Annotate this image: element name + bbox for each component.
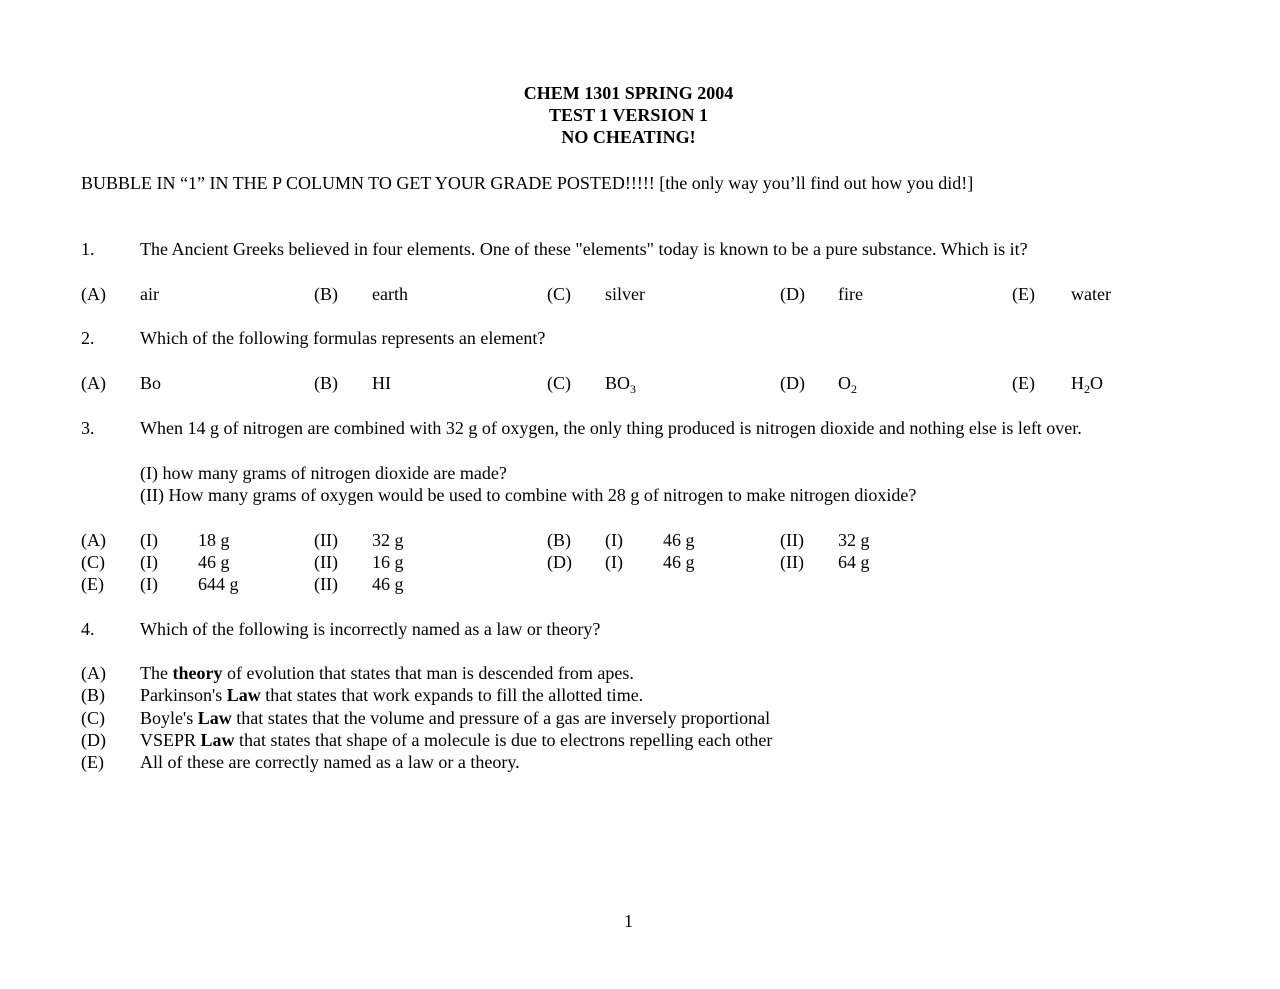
q1-option-d-label: (D)	[780, 284, 805, 304]
question-3-number: 3.	[81, 418, 95, 438]
q3-option-e-label: (E)	[81, 574, 104, 594]
q3-option-e-roman-ii: (II)	[314, 574, 338, 594]
q4-option-a-label: (A)	[81, 663, 106, 683]
title-course: CHEM 1301 SPRING 2004	[523, 83, 734, 103]
option-text-pre: All of these are correctly named as a law or a theory.	[140, 752, 520, 772]
q3-option-a-label: (A)	[81, 530, 106, 550]
q3-option-a-value-ii: 32 g	[372, 530, 404, 550]
q1-option-b-text: earth	[372, 284, 408, 304]
q3-option-b-roman-i: (I)	[605, 530, 623, 550]
formula-base: O	[838, 373, 851, 393]
question-3-part-2: (II) How many grams of oxygen would be used to combine with 28 g of nitrogen to make nitrogen dioxide?	[140, 485, 917, 505]
q4-option-a-text	[140, 662, 634, 684]
option-text-pre: Boyle's	[140, 708, 198, 728]
q1-option-c-text: silver	[605, 284, 645, 304]
formula-suffix: O	[1090, 373, 1103, 393]
question-4-number: 4.	[81, 619, 95, 639]
q3-option-a-roman-ii: (II)	[314, 530, 338, 550]
q3-option-d-roman-i: (I)	[605, 552, 623, 572]
q4-option-e-label: (E)	[81, 752, 104, 772]
q3-option-d-value-ii: 64 g	[838, 552, 870, 572]
question-4-text: Which of the following is incorrectly named as a law or theory?	[140, 619, 601, 639]
q3-option-e-roman-i: (I)	[140, 574, 158, 594]
formula-base: BO	[605, 373, 631, 393]
option-text-post: that states that work expands to fill the allotted time.	[260, 685, 644, 705]
page-number: 1	[624, 911, 633, 931]
option-text-pre: VSEPR	[140, 730, 201, 750]
title-warning: NO CHEATING!	[561, 127, 696, 147]
option-text-post: that states that the volume and pressure of a gas are inversely proportional	[231, 708, 771, 728]
q2-option-e-formula	[1071, 372, 1103, 394]
q3-option-c-label: (C)	[81, 552, 105, 572]
q3-option-b-value-ii: 32 g	[838, 530, 870, 550]
q1-option-e-text: water	[1071, 284, 1111, 304]
q2-option-e-label: (E)	[1012, 373, 1035, 393]
question-1-number: 1.	[81, 239, 95, 259]
question-1-text: The Ancient Greeks believed in four elements. One of these "elements" today is known to be a pure substance. Which is it?	[140, 239, 1028, 259]
q3-option-a-value-i: 18 g	[198, 530, 230, 550]
q2-option-a-text: Bo	[140, 373, 162, 393]
q1-option-d-text: fire	[838, 284, 863, 304]
q3-option-b-value-i: 46 g	[663, 530, 695, 550]
q3-option-c-roman-i: (I)	[140, 552, 158, 572]
q4-option-d-text	[140, 729, 772, 751]
option-text-post: of evolution that states that man is descended from apes.	[222, 663, 634, 683]
question-3-text: When 14 g of nitrogen are combined with 32 g of oxygen, the only thing produced is nitrogen dioxide and nothing else is left over.	[140, 418, 1082, 438]
q3-option-c-value-ii: 16 g	[372, 552, 404, 572]
q1-option-e-label: (E)	[1012, 284, 1035, 304]
q3-option-c-value-i: 46 g	[198, 552, 230, 572]
option-text-bold: Law	[226, 685, 261, 705]
formula-subscript: 2	[1084, 382, 1090, 396]
q1-option-b-label: (B)	[314, 284, 338, 304]
option-text-bold: theory	[172, 663, 223, 683]
instruction-text: BUBBLE IN “1” IN THE P COLUMN TO GET YOUR GRADE POSTED!!!!! [the only way you’ll find out how you did!]	[81, 173, 974, 193]
q4-option-e-text	[140, 751, 520, 773]
q2-option-d-label: (D)	[780, 373, 805, 393]
question-2-number: 2.	[81, 328, 95, 348]
q3-option-d-label: (D)	[547, 552, 572, 572]
q3-option-b-label: (B)	[547, 530, 571, 550]
option-text-bold: Law	[200, 730, 235, 750]
q4-option-b-label: (B)	[81, 685, 105, 705]
q3-option-c-roman-ii: (II)	[314, 552, 338, 572]
q4-option-b-text	[140, 684, 643, 706]
q3-option-e-value-i: 644 g	[198, 574, 239, 594]
option-text-post: that states that shape of a molecule is due to electrons repelling each other	[234, 730, 773, 750]
q3-option-e-value-ii: 46 g	[372, 574, 404, 594]
q3-option-a-roman-i: (I)	[140, 530, 158, 550]
question-2-text: Which of the following formulas represents an element?	[140, 328, 546, 348]
q2-option-c-formula	[605, 372, 636, 394]
q2-option-a-label: (A)	[81, 373, 106, 393]
question-3-part-1: (I) how many grams of nitrogen dioxide are made?	[140, 463, 507, 483]
q3-option-d-value-i: 46 g	[663, 552, 695, 572]
q2-option-b-label: (B)	[314, 373, 338, 393]
option-text-pre: The	[140, 663, 173, 683]
q1-option-a-text: air	[140, 284, 159, 304]
formula-subscript: 3	[630, 382, 637, 396]
q3-option-b-roman-ii: (II)	[780, 530, 804, 550]
q4-option-d-label: (D)	[81, 730, 106, 750]
q2-option-c-label: (C)	[547, 373, 571, 393]
q4-option-c-label: (C)	[81, 708, 105, 728]
q4-option-c-text	[140, 707, 770, 729]
q3-option-d-roman-ii: (II)	[780, 552, 804, 572]
formula-base: H	[1071, 373, 1084, 393]
title-test-version: TEST 1 VERSION 1	[549, 105, 708, 125]
option-text-pre: Parkinson's	[140, 685, 227, 705]
formula-subscript: 2	[851, 382, 857, 396]
q1-option-a-label: (A)	[81, 284, 106, 304]
option-text-bold: Law	[197, 708, 232, 728]
q2-option-d-formula	[838, 372, 857, 394]
q2-option-b-text: HI	[372, 373, 391, 393]
q1-option-c-label: (C)	[547, 284, 571, 304]
